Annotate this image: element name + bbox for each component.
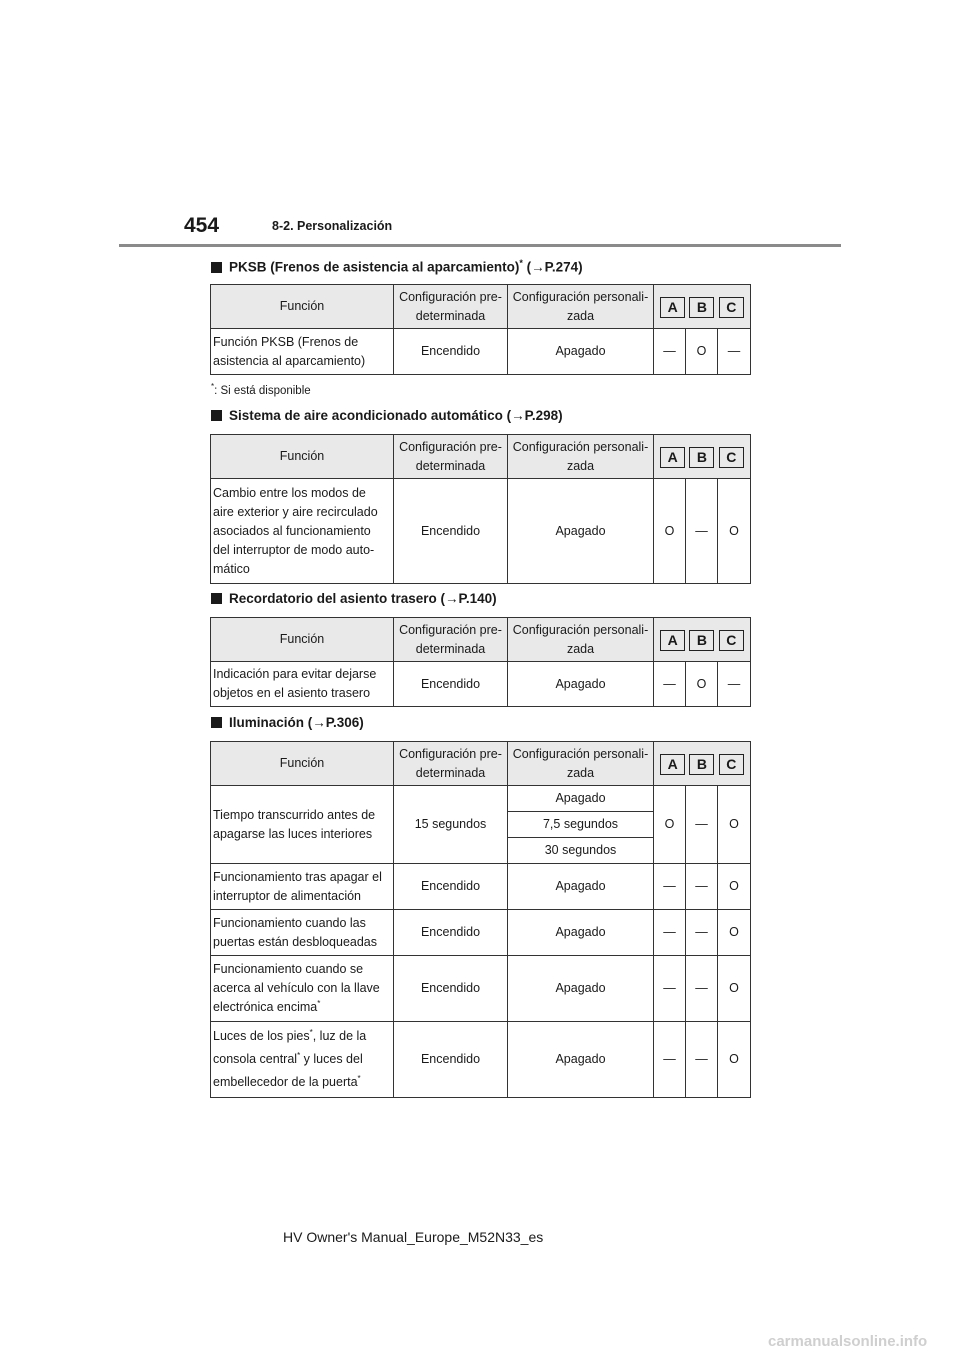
cell-c: O (718, 786, 751, 864)
cell-b: — (686, 1022, 718, 1098)
cell-funcion: Funcionamiento cuando se acerca al vehículo con la llave electrónica encima* (211, 956, 394, 1022)
table-row (211, 479, 751, 584)
letter-c-icon: C (719, 754, 744, 775)
square-bullet-icon (211, 593, 222, 604)
square-bullet-icon (211, 262, 222, 273)
section-title-asiento: Recordatorio del asiento trasero (→P.140) (211, 591, 497, 606)
table-pksb (210, 284, 751, 375)
table-header-row (211, 618, 751, 662)
letter-a-icon: A (660, 754, 685, 775)
letter-b-icon: B (689, 447, 714, 468)
cell-funcion: Indicación para evitar dejarse objetos en el asiento trasero (211, 662, 394, 707)
cell-default: Encendido (394, 910, 508, 956)
letter-c-icon: C (719, 447, 744, 468)
column-funcion: Función (211, 618, 394, 662)
cell-c: O (718, 956, 751, 1022)
column-funcion: Función (211, 742, 394, 786)
cell-a: O (654, 786, 686, 864)
table-row (211, 786, 751, 812)
cell-default: 15 segundos (394, 786, 508, 864)
column-config-pers: Configuración personali- zada (508, 435, 654, 479)
cell-b: — (686, 910, 718, 956)
column-abc (654, 285, 751, 329)
cell-default: Encendido (394, 479, 508, 584)
cell-custom: Apagado (508, 662, 654, 707)
chapter-heading: 8-2. Personalización (272, 219, 393, 233)
cell-c: O (718, 910, 751, 956)
letter-b-icon: B (689, 754, 714, 775)
cell-a: — (654, 1022, 686, 1098)
column-abc (654, 742, 751, 786)
cell-custom-option: 30 segundos (508, 838, 654, 864)
cell-funcion: Tiempo transcurrido antes de apagarse las luces interiores (211, 786, 394, 864)
table-row (211, 956, 751, 1022)
table-row (211, 910, 751, 956)
page-number: 454 (184, 214, 220, 237)
cell-c: — (718, 662, 751, 707)
letter-b-icon: B (689, 630, 714, 651)
cell-default: Encendido (394, 662, 508, 707)
cell-a: — (654, 864, 686, 910)
cell-custom: Apagado (508, 329, 654, 375)
cell-custom: Apagado (508, 479, 654, 584)
table-row (211, 662, 751, 707)
footnote: *: Si está disponible (211, 382, 311, 397)
cell-funcion: Funcionamiento tras apagar el interruptor de alimentación (211, 864, 394, 910)
footer-manual-id: HV Owner's Manual_Europe_M52N33_es (283, 1229, 544, 1245)
cell-b: — (686, 864, 718, 910)
cell-b: O (686, 662, 718, 707)
cell-a: — (654, 910, 686, 956)
column-funcion: Función (211, 435, 394, 479)
column-config-pers: Configuración personali- zada (508, 285, 654, 329)
table-header-row (211, 285, 751, 329)
cell-a: O (654, 479, 686, 584)
table-asiento (210, 617, 751, 707)
column-config-pre: Configuración pre- determinada (394, 618, 508, 662)
cell-funcion: Función PKSB (Frenos de asistencia al aparcamiento) (211, 329, 394, 375)
table-aire (210, 434, 751, 584)
letter-c-icon: C (719, 297, 744, 318)
letter-b-icon: B (689, 297, 714, 318)
cell-custom-option: 7,5 segundos (508, 812, 654, 838)
letter-a-icon: A (660, 630, 685, 651)
cell-c: O (718, 1022, 751, 1098)
cell-c: O (718, 864, 751, 910)
cell-b: — (686, 786, 718, 864)
column-funcion: Función (211, 285, 394, 329)
table-row (211, 329, 751, 375)
column-abc (654, 435, 751, 479)
section-title-pksb: PKSB (Frenos de asistencia al aparcamiento)* (→P.274) (211, 258, 583, 275)
cell-c: O (718, 479, 751, 584)
cell-a: — (654, 956, 686, 1022)
column-abc (654, 618, 751, 662)
cell-custom: Apagado (508, 910, 654, 956)
table-header-row (211, 742, 751, 786)
header-rule (119, 244, 841, 247)
square-bullet-icon (211, 717, 222, 728)
letter-a-icon: A (660, 447, 685, 468)
cell-a: — (654, 662, 686, 707)
cell-default: Encendido (394, 864, 508, 910)
watermark: carmanualsonline.info (768, 1333, 928, 1350)
column-config-pre: Configuración pre- determinada (394, 742, 508, 786)
table-row (211, 864, 751, 910)
cell-default: Encendido (394, 329, 508, 375)
cell-funcion: Funcionamiento cuando las puertas están desbloqueadas (211, 910, 394, 956)
table-row (211, 1022, 751, 1098)
section-title-aire: Sistema de aire acondicionado automático (→P.298) (211, 408, 563, 423)
cell-b: — (686, 956, 718, 1022)
cell-b: O (686, 329, 718, 375)
cell-funcion: Luces de los pies*, luz de la consola central* y luces del embellecedor de la puerta* (211, 1022, 394, 1098)
column-config-pers: Configuración personali- zada (508, 618, 654, 662)
cell-a: — (654, 329, 686, 375)
cell-funcion: Cambio entre los modos de aire exterior y aire recirculado asociados al funcionamiento del interruptor de modo auto- mático (211, 479, 394, 584)
table-iluminacion (210, 741, 751, 1098)
cell-c: — (718, 329, 751, 375)
column-config-pre: Configuración pre- determinada (394, 285, 508, 329)
cell-custom: Apagado (508, 1022, 654, 1098)
cell-default: Encendido (394, 1022, 508, 1098)
cell-default: Encendido (394, 956, 508, 1022)
cell-custom: Apagado (508, 956, 654, 1022)
cell-custom-option: Apagado (508, 786, 654, 812)
letter-c-icon: C (719, 630, 744, 651)
letter-a-icon: A (660, 297, 685, 318)
table-header-row (211, 435, 751, 479)
cell-custom: Apagado (508, 864, 654, 910)
section-title-iluminacion: Iluminación (→P.306) (211, 715, 364, 730)
cell-b: — (686, 479, 718, 584)
column-config-pre: Configuración pre- determinada (394, 435, 508, 479)
square-bullet-icon (211, 410, 222, 421)
column-config-pers: Configuración personali- zada (508, 742, 654, 786)
